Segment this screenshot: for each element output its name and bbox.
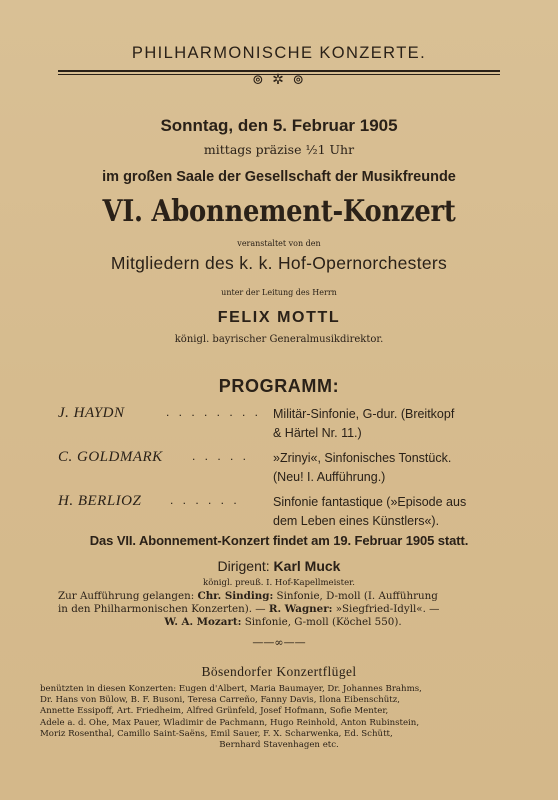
- leader-dots: . . . . . .: [170, 493, 240, 507]
- event-venue: im großen Saale der Gesellschaft der Musikfreunde: [102, 169, 456, 185]
- pianist-line: Dr. Hans von Bülow, B. F. Busoni, Teresa Carreño, Fanny Davis, Ilona Eibenschütz,: [40, 695, 401, 706]
- perf-composer: R. Wagner:: [268, 603, 333, 615]
- work-title: [273, 405, 513, 443]
- pianist-line: benützten in diesen Konzerten: Eugen d'Albert, Maria Baumayer, Dr. Johannes Brahms,: [40, 684, 422, 694]
- pianist-line: Bernhard Stavenhagen etc.: [219, 740, 339, 751]
- concert-title: VI. Abonnement-Konzert: [102, 194, 456, 229]
- footer-title: Bösendorfer Konzertflügel: [201, 664, 357, 679]
- event-time: mittags präzise ½1 Uhr: [203, 142, 355, 157]
- work-line: »Zrinyi«, Sinfonisches Tonstück.: [273, 451, 452, 465]
- section-divider: ——∞——: [252, 636, 306, 649]
- page-header-title: PHILHARMONISCHE KONZERTE.: [131, 44, 427, 62]
- pianist-line: Moriz Rosenthal, Camillo Saint-Saëns, Emil Sauer, F. X. Scharwenka, Ed. Schütt,: [40, 728, 393, 739]
- next-dirigent: [0, 558, 558, 574]
- next-performance-list: [58, 590, 508, 629]
- next-concert-announcement: Das VII. Abonnement-Konzert findet am 19. Februar 1905 statt.: [89, 533, 469, 548]
- perf-text: Sinfonie, D-moll (I. Aufführung: [273, 590, 438, 602]
- composer-name: H. BERLIOZ: [58, 493, 142, 509]
- perf-line: [58, 590, 508, 603]
- pianist-line: Adele a. d. Ohe, Max Pauer, Wladimir de Pachmann, Hugo Reinhold, Anton Rubinstein,: [40, 717, 420, 728]
- work-line: Militär-Sinfonie, G-dur. (Breitkopf: [273, 407, 455, 421]
- event-date: Sonntag, den 5. Februar 1905: [160, 116, 398, 135]
- programm-heading: PROGRAMM:: [218, 376, 340, 396]
- pianist-line: Annette Essipoff, Art. Friedheim, Alfred Grünfeld, Josef Hofmann, Sofie Menter,: [40, 706, 389, 717]
- orchestra-name: Mitgliedern des k. k. Hof-Opernorchesters: [110, 253, 448, 273]
- perf-line: [58, 616, 508, 629]
- composer-name: C. GOLDMARK: [58, 449, 163, 465]
- perf-composer: W. A. Mozart:: [164, 616, 242, 628]
- conductor-name: FELIX MOTTL: [217, 309, 341, 326]
- work-line: Sinfonie fantastique (»Episode aus: [273, 495, 467, 509]
- conductor-title: königl. bayrischer Generalmusikdirektor.: [174, 334, 384, 345]
- leader-dots: . . . . . . . .: [166, 405, 262, 419]
- work-line: & Härtel Nr. 11.): [273, 426, 362, 440]
- perf-text: in den Philharmonischen Konzerten). —: [58, 603, 269, 615]
- work-title: [273, 493, 513, 531]
- programm-list: [58, 405, 508, 545]
- dirigent-label: Dirigent:: [217, 558, 270, 574]
- perf-line: [58, 603, 508, 616]
- perf-composer: Chr. Sinding:: [197, 590, 274, 602]
- work-line: dem Leben eines Künstlers«).: [273, 514, 440, 528]
- direction-note: unter der Leitung des Herrn: [221, 288, 337, 297]
- work-line: (Neu! I. Aufführung.): [273, 470, 386, 484]
- dirigent-name: Karl Muck: [273, 558, 341, 574]
- leader-dots: . . . . .: [192, 449, 250, 463]
- organized-by: veranstaltet von den: [237, 239, 321, 248]
- perf-text: Sinfonie, G-moll (Köchel 550).: [241, 616, 402, 628]
- header-ornament: ⊚ ✲ ⊚: [251, 72, 307, 88]
- work-title: [273, 449, 513, 487]
- dirigent-title: königl. preuß. I. Hof-Kapellmeister.: [203, 578, 355, 588]
- composer-name: J. HAYDN: [58, 405, 125, 421]
- perf-text: »Siegfried-Idyll«. —: [332, 603, 440, 615]
- pianist-list: [40, 684, 518, 751]
- perf-text: Zur Aufführung gelangen:: [58, 590, 198, 602]
